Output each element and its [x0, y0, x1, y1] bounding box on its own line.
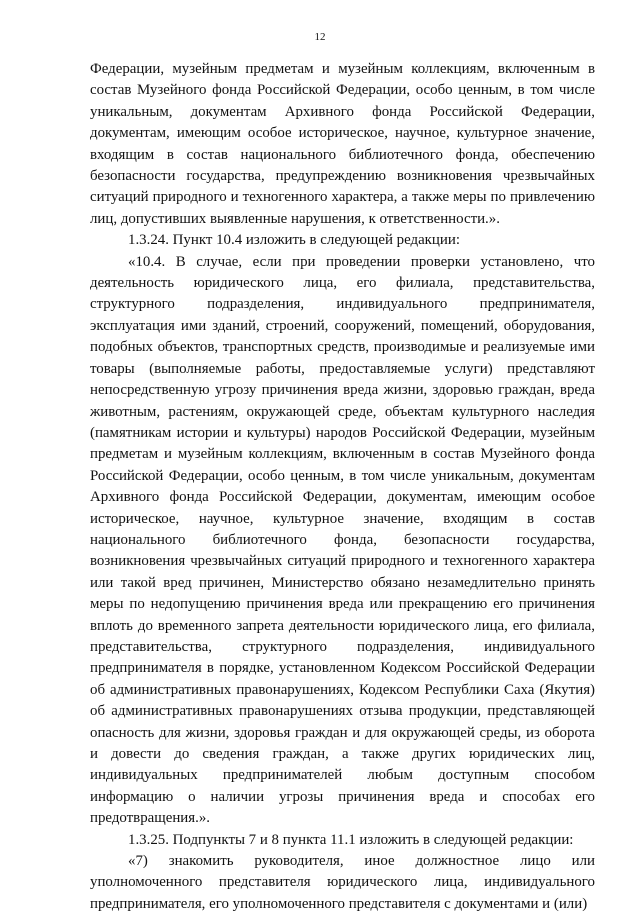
- paragraph-item-1-3-24: 1.3.24. Пункт 10.4 изложить в следующей редакции:: [128, 232, 460, 249]
- paragraph-continuation: Федерации, музейным предметам и музейным коллекциям, включенным в состав Музейного фонда Российской Федерации, особо ценным, в том числе уникальным, документам Архивного фонда Российской Федерации, документам, имеющим особое историческое, научное, культурное значение, входящим в состав национального библиотечного фонда, обеспечению безопасности государства, предупреждению возникновения чрезвычайных ситуаций природного и техногенного характера, а также меры по привлечению лиц, допустивших выявленные нарушения, к ответственности.».: [90, 61, 595, 227]
- paragraph-subclause-7: «7) знакомить руководителя, иное должностное лицо или уполномоченного представителя юридического лица, индивидуального предпринимателя, его уполномоченного представителя с документами и (или): [90, 853, 595, 912]
- document-body: [90, 59, 595, 915]
- paragraph-clause-10-4: «10.4. В случае, если при проведении проверки установлено, что деятельность юридического лица, его филиала, представительства, структурного подразделения, индивидуального предпринимателя, эксплуатация ими зданий, строений, сооружений, помещений, оборудования, подобных объектов, транспортных средств, производимые и реализуемые ими товары (выполняемые работы, предоставляемые услуги) представляют непосредственную угрозу причинения вреда жизни, здоровью граждан, вреда животным, растениям, окружающей среде, объектам культурного наследия (памятникам истории и культуры) народов Российской Федерации, музейным предметам и музейным коллекциям, включенным в состав Музейного фонда Российской Федерации, особо ценным, в том числе уникальным, документам Архивного фонда Российской Федерации, документам, имеющим особое историческое, научное, культурное значение, входящим в состав национального библиотечного фонда, безопасности государства, возникновения чрезвычайных ситуаций природного и техногенного характера или такой вред причинен, Министерство обязано незамедлительно принять меры по недопущению причинения вреда или прекращению его причинения вплоть до временного запрета деятельности юридического лица, его филиала, представительства, структурного подразделения, индивидуального предпринимателя в порядке, установленном Кодексом Российской Федерации об административных правонарушениях, Кодексом Республики Саха (Якутия) об административных правонарушениях отзыва продукции, представляющей опасность для жизни, здоровья граждан и для окружающей среды, из оборота и довести до сведения граждан, а также других юридических лиц, индивидуальных предпринимателей любым доступным способом информацию о наличии угрозы причинения вреда и способах его предотвращения.».: [90, 253, 595, 827]
- page-number: 12: [314, 31, 326, 43]
- paragraph-item-1-3-25: 1.3.25. Подпункты 7 и 8 пункта 11.1 изложить в следующей редакции:: [128, 831, 574, 848]
